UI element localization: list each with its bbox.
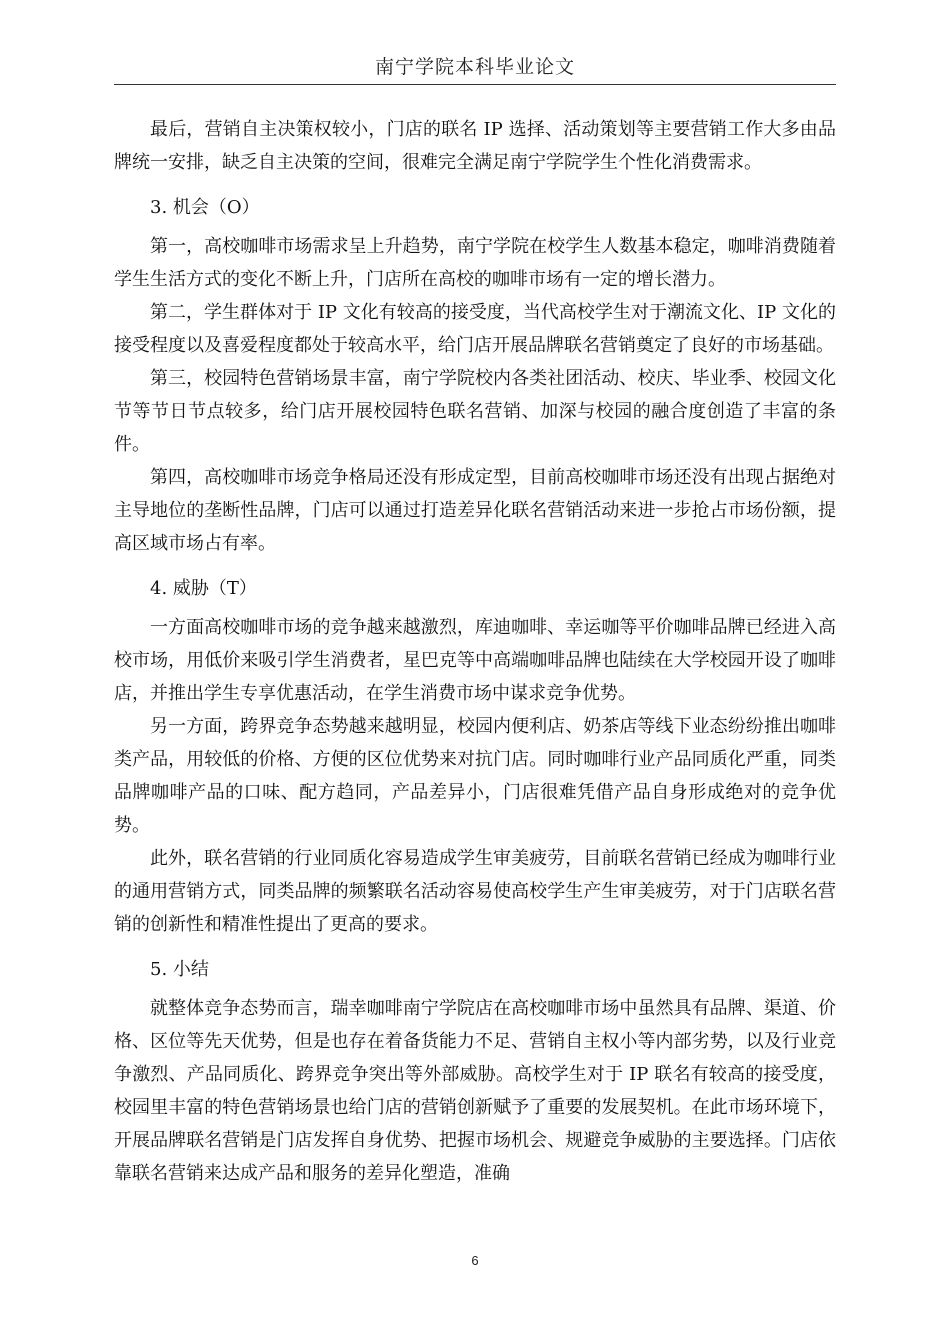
section-heading: 3. 机会（O） [150,197,260,218]
paragraph: 第四，高校咖啡市场竞争格局还没有形成定型，目前高校咖啡市场还没有出现占据绝对主导地位的垄断性品牌，门店可以通过打造差异化联名营销活动来进一步抢占市场份额，提高区域市场占有率。 [114,467,836,554]
page-number: 6 [471,1253,479,1268]
paragraph: 另一方面，跨界竞争态势越来越明显，校园内便利店、奶茶店等线下业态纷纷推出咖啡类产品，用较低的价格、方便的区位优势来对抗门店。同时咖啡行业产品同质化严重，同类品牌咖啡产品的口味、配方趋同，产品差异小，门店很难凭借产品自身形成绝对的竞争优势。 [114,716,836,836]
paragraph: 第二，学生群体对于 IP 文化有较高的接受度，当代高校学生对于潮流文化、IP 文化的接受程度以及喜爱程度都处于较高水平，给门店开展品牌联名营销奠定了良好的市场基础。 [114,302,836,356]
paragraph: 最后，营销自主决策权较小，门店的联名 IP 选择、活动策划等主要营销工作大多由品牌统一安排，缺乏自主决策的空间，很难完全满足南宁学院学生个性化消费需求。 [114,119,836,173]
paragraph: 第三，校园特色营销场景丰富，南宁学院校内各类社团活动、校庆、毕业季、校园文化节等节日节点较多，给门店开展校园特色联名营销、加深与校园的融合度创造了丰富的条件。 [114,368,836,455]
section-heading: 4. 威胁（T） [150,578,257,599]
paragraph: 一方面高校咖啡市场的竞争越来越激烈，库迪咖啡、幸运咖等平价咖啡品牌已经进入高校市场，用低价来吸引学生消费者，星巴克等中高端咖啡品牌也陆续在大学校园开设了咖啡店，并推出学生专享优惠活动，在学生消费市场中谋求竞争优势。 [114,617,836,704]
page-header-title: 南宁学院本科毕业论文 [374,56,575,78]
paragraph: 就整体竞争态势而言，瑞幸咖啡南宁学院店在高校咖啡市场中虽然具有品牌、渠道、价格、区位等先天优势，但是也存在着备货能力不足、营销自主权小等内部劣势，以及行业竞争激烈、产品同质化、跨界竞争突出等外部威胁。高校学生对于 IP 联名有较高的接受度，校园里丰富的特色营销场景也给门店的营销创新赋予了重要的发展契机。在此市场环境下，开展品牌联名营销是门店发挥自身优势、把握市场机会、规避竞争威胁的主要选择。门店依靠联名营销来达成产品和服务的差异化塑造，准确 [114,998,836,1184]
body-text [114,113,836,1190]
header-divider [114,84,836,85]
paragraph: 第一，高校咖啡市场需求呈上升趋势，南宁学院在校学生人数基本稳定，咖啡消费随着学生生活方式的变化不断上升，门店所在高校的咖啡市场有一定的增长潜力。 [114,236,836,290]
paragraph: 此外，联名营销的行业同质化容易造成学生审美疲劳，目前联名营销已经成为咖啡行业的通用营销方式，同类品牌的频繁联名活动容易使高校学生产生审美疲劳，对于门店联名营销的创新性和精准性提出了更高的要求。 [114,848,836,935]
section-heading: 5. 小结 [150,959,209,980]
